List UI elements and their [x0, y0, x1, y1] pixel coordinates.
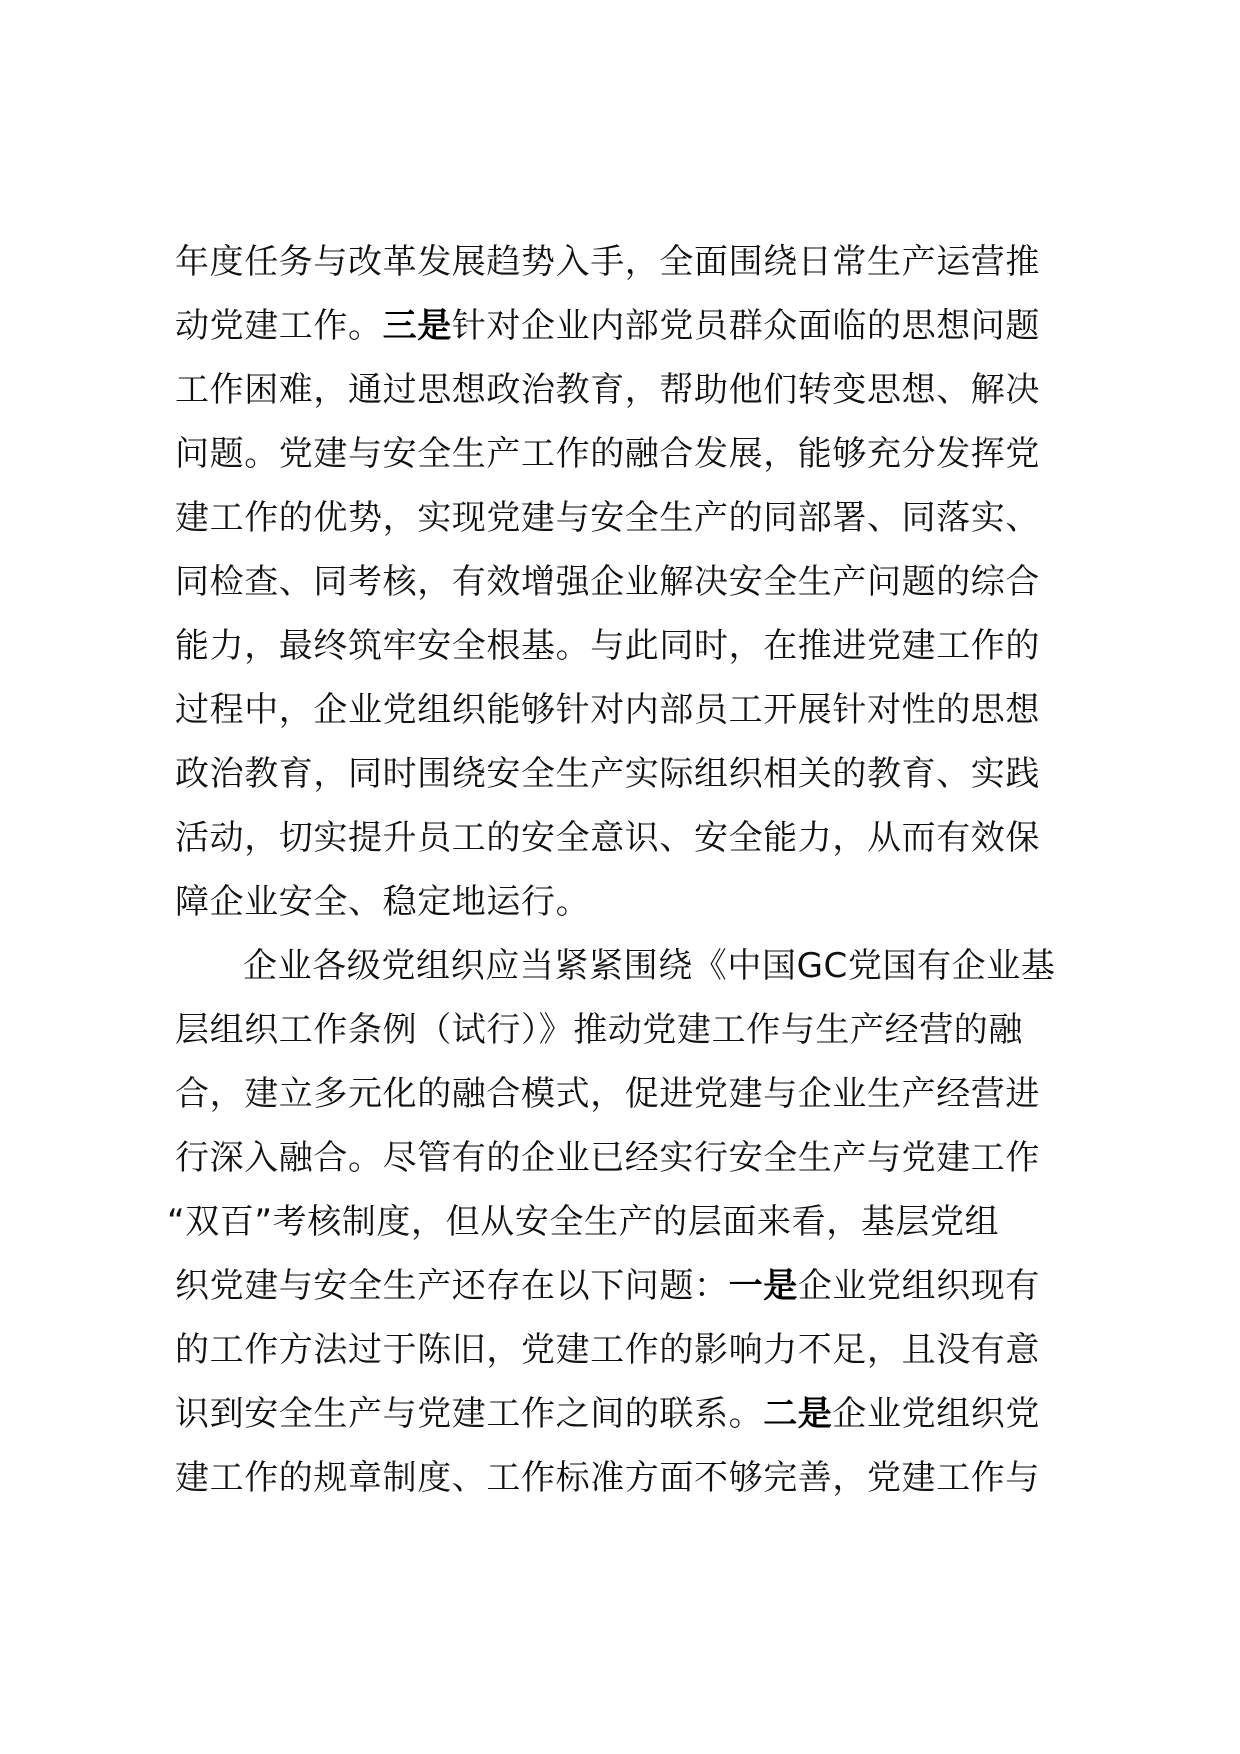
text-line: 能力，最终筑牢安全根基。与此同时，在推进党建工作的 — [175, 626, 1040, 666]
text-line: 活动，切实提升员工的安全意识、安全能力，从而有效保 — [175, 818, 1040, 858]
paragraph-start-line: 企业各级党组织应当紧紧围绕《中国GC党国有企业基 — [243, 946, 1056, 986]
emphasis-label: 二是 — [763, 1394, 833, 1434]
text-segment: 针对企业内部党员群众面临的思想问题 — [451, 306, 1041, 346]
text-segment: 织党建与安全生产还存在以下问题： — [175, 1266, 729, 1306]
text-line: 年度任务与改革发展趋势入手，全面围绕日常生产运营推 — [175, 242, 1040, 282]
text-line: 过程中，企业党组织能够针对内部员工开展针对性的思想 — [175, 690, 1040, 730]
text-line: 层组织工作条例（试行）》推动党建工作与生产经营的融 — [175, 1010, 1023, 1050]
text-line: 建工作的规章制度、工作标准方面不够完善，党建工作与 — [175, 1458, 1040, 1498]
text-line: 同检查、同考核，有效增强企业解决安全生产问题的综合 — [175, 562, 1040, 602]
emphasis-label: 三是 — [382, 306, 452, 346]
text-line: 的工作方法过于陈旧，党建工作的影响力不足，且没有意 — [175, 1330, 1040, 1370]
text-line — [175, 294, 1095, 358]
text-line — [175, 1382, 1095, 1446]
text-line: 合，建立多元化的融合模式，促进党建与企业生产经营进 — [175, 1074, 1040, 1114]
text-line: 政治教育，同时围绕安全生产实际组织相关的教育、实践 — [175, 754, 1040, 794]
text-line: “双百”考核制度，但从安全生产的层面来看，基层党组 — [167, 1202, 1000, 1242]
text-segment: 企业党组织现有 — [797, 1266, 1041, 1306]
text-line: 障企业安全、稳定地运行。 — [175, 882, 591, 922]
text-line: 行深入融合。尽管有的企业已经实行安全生产与党建工作 — [175, 1138, 1040, 1178]
text-line: 建工作的优势，实现党建与安全生产的同部署、同落实、 — [175, 498, 1040, 538]
text-segment: 动党建工作。 — [175, 306, 383, 346]
emphasis-label: 一是 — [728, 1266, 798, 1306]
text-line: 问题。党建与安全生产工作的融合发展，能够充分发挥党 — [175, 434, 1040, 474]
body-text — [167, 230, 1095, 1510]
text-segment: 识到安全生产与党建工作之间的联系。 — [175, 1394, 764, 1434]
text-segment: 企业党组织党 — [832, 1394, 1041, 1434]
text-line: 工作困难，通过思想政治教育，帮助他们转变思想、解决 — [175, 370, 1040, 410]
text-line — [175, 1254, 1095, 1318]
